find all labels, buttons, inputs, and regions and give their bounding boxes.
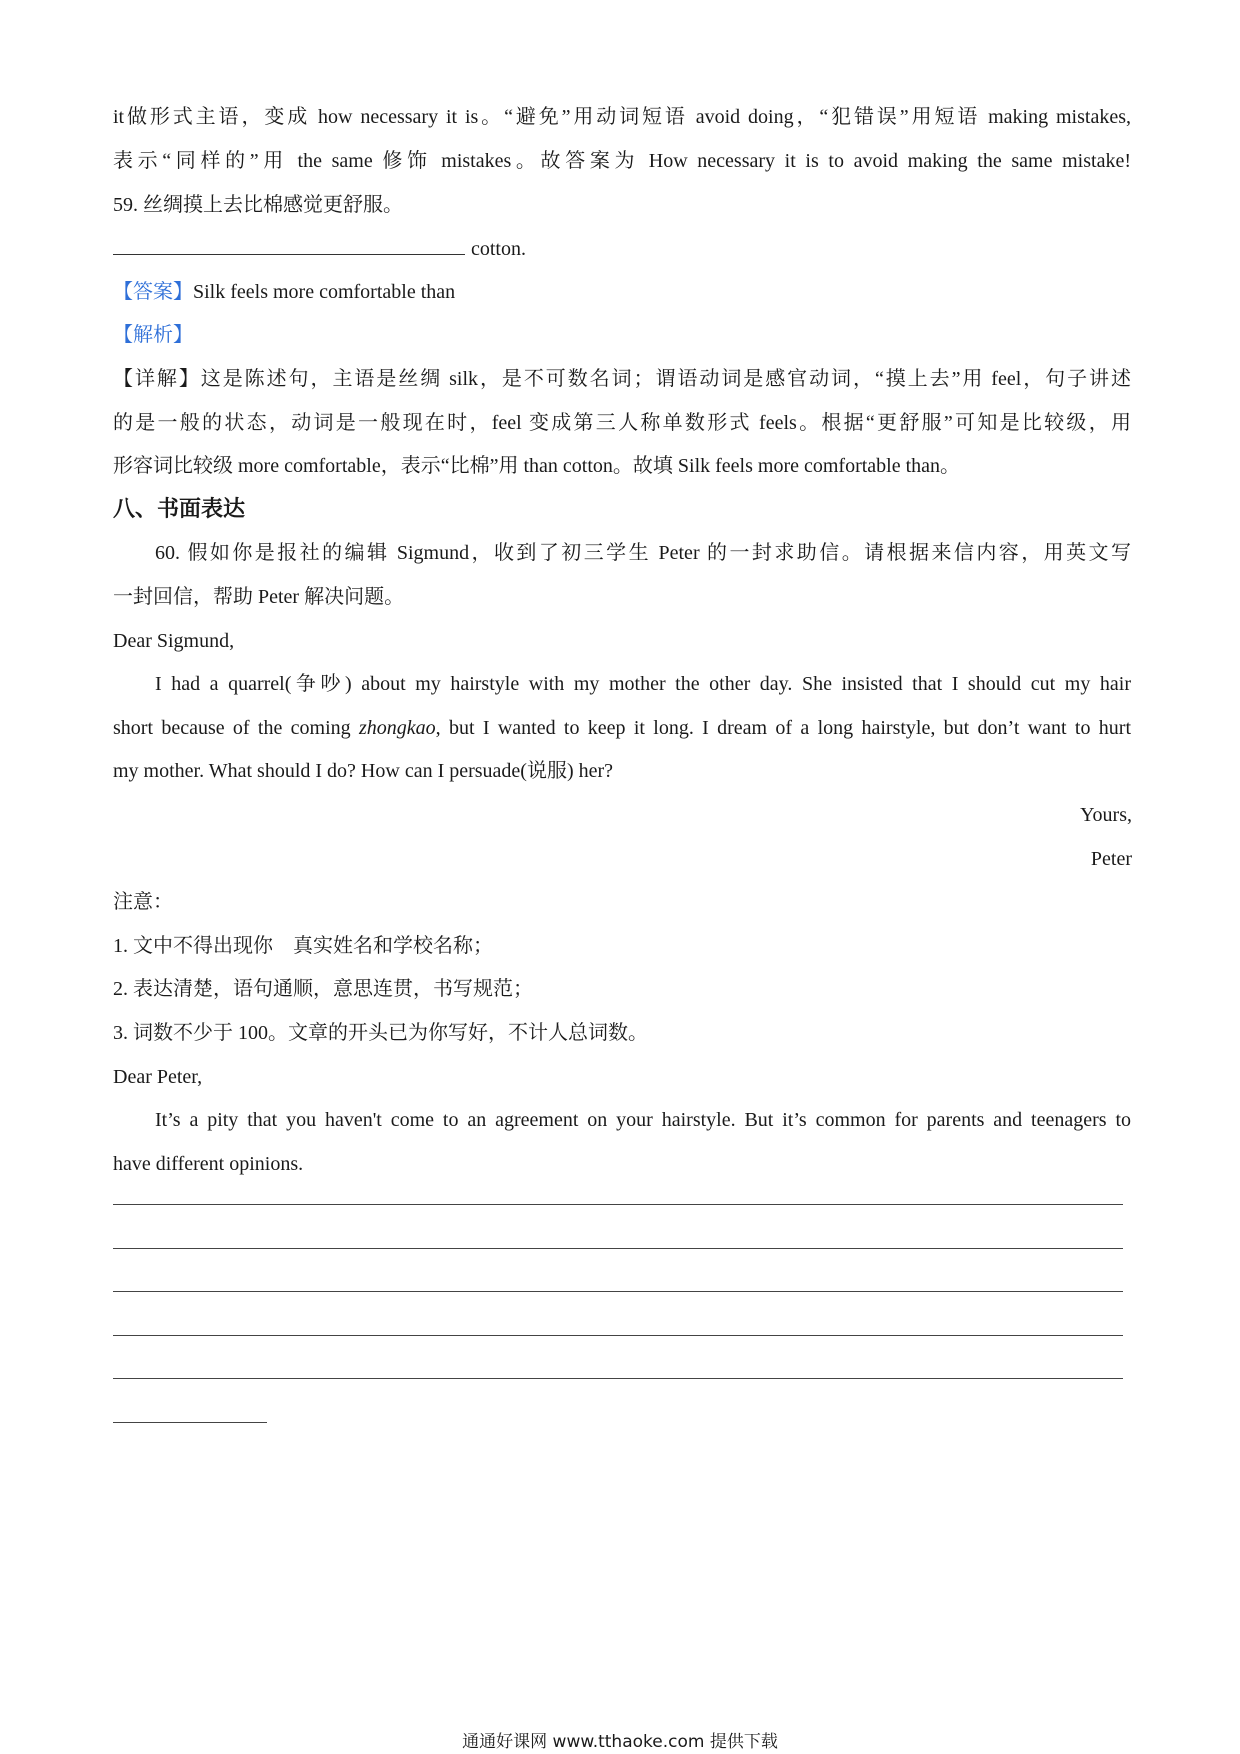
detail-line-3: 形容词比较级 more comfortable，表示“比棉”用 than cotton。故填 Silk feels more comfortable than。	[113, 455, 961, 477]
letter-signature: Peter	[1090, 848, 1132, 870]
writing-line	[113, 1335, 1123, 1336]
detail-line-1: 【详解】这是陈述句，主语是丝绸 silk，是不可数名词；谓语动词是感官动词，“摸上去”用 feel，句子讲述	[113, 368, 1131, 390]
answer-label: 【答案】	[113, 281, 193, 303]
letter-closing: Yours,	[1080, 804, 1132, 826]
answer-text: Silk feels more comfortable than	[193, 281, 456, 303]
question-59-answer	[113, 278, 455, 306]
note-item-3: 3. 词数不少于 100。文章的开头已为你写好，不计人总词数。	[113, 1022, 648, 1044]
letter-body-line-2-post: , but I wanted to keep it long. I dream of a long hairstyle, but don’t want to hurt	[435, 717, 1132, 739]
note-item-2: 2. 表达清楚，语句通顺，意思连贯，书写规范；	[113, 978, 533, 1000]
page-footer: 通通好课网 www.tthaoke.com 提供下载	[462, 1732, 778, 1752]
question-59-prompt: 59. 丝绸摸上去比棉感觉更舒服。	[113, 194, 403, 216]
detail-line-2: 的是一般的状态，动词是一般现在时，feel 变成第三人称单数形式 feels。根据“更舒服”可知是比较级，用	[113, 412, 1131, 434]
notes-title: 注意：	[113, 891, 173, 913]
writing-line	[113, 1204, 1123, 1205]
letter-body-line-1: I had a quarrel(争吵) about my hairstyle with my mother the other day. She insisted that I should cut my hair	[155, 673, 1131, 695]
question-59-blank-line	[113, 234, 526, 263]
writing-line	[113, 1378, 1123, 1379]
reply-line-1: It’s a pity that you haven't come to an agreement on your hairstyle. But it’s common for parents and teenagers to	[155, 1109, 1131, 1131]
reply-salutation: Dear Peter,	[113, 1066, 203, 1088]
writing-line-short	[113, 1422, 267, 1423]
analysis-label: 【解析】	[113, 324, 193, 346]
letter-body-line-2	[113, 714, 1131, 742]
writing-line	[113, 1248, 1123, 1249]
question-60-prompt-line-2: 一封回信，帮助 Peter 解决问题。	[113, 586, 405, 608]
explanation-58-line-1: it做形式主语，变成 how necessary it is。“避免”用动词短语 avoid doing，“犯错误”用短语 making mistakes,	[113, 106, 1131, 128]
answer-blank	[113, 234, 465, 255]
zhongkao-term: zhongkao	[358, 717, 436, 739]
section-heading: 八、书面表达	[113, 497, 246, 522]
blank-suffix: cotton.	[471, 238, 526, 260]
letter-salutation: Dear Sigmund,	[113, 630, 235, 652]
writing-line	[113, 1291, 1123, 1292]
note-item-1: 1. 文中不得出现你 真实姓名和学校名称；	[113, 935, 493, 957]
reply-line-2: have different opinions.	[113, 1153, 304, 1175]
explanation-58-line-2: 表示“同样的”用 the same 修饰 mistakes。故答案为 How necessary it is to avoid making the same mistake!	[113, 150, 1131, 172]
letter-body-line-3: my mother. What should I do? How can I persuade(说服) her?	[113, 760, 614, 782]
letter-body-line-2-pre: short because of the coming	[113, 717, 359, 739]
question-60-prompt-line-1: 60. 假如你是报社的编辑 Sigmund，收到了初三学生 Peter 的一封求助信。请根据来信内容，用英文写	[155, 542, 1131, 564]
